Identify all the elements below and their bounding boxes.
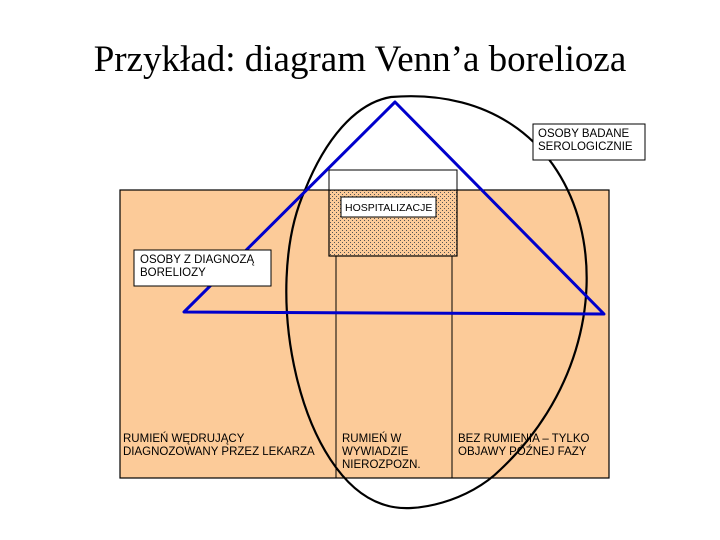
slide-title: Przykład: diagram Venn’a borelioza [93, 39, 627, 80]
rash-doctor-label: RUMIEŃ WĘDRUJĄCY DIAGNOZOWANY PRZEZ LEKARZA [123, 433, 315, 458]
no-rash-label: BEZ RUMIENIA – TYLKO OBJAWY PÓŹNEJ FAZY [458, 433, 590, 458]
diagnosis-label: OSOBY Z DIAGNOZĄ BORELIOZY [140, 254, 255, 279]
hospitalization-top-box [329, 170, 457, 190]
rash-history-label: RUMIEŃ W WYWIADZIE NIEROZPOZN. [342, 433, 421, 471]
serology-label: OSOBY BADANE SEROLOGICZNIE [538, 128, 633, 153]
hospital-label: HOSPITALIZACJE [345, 202, 433, 214]
